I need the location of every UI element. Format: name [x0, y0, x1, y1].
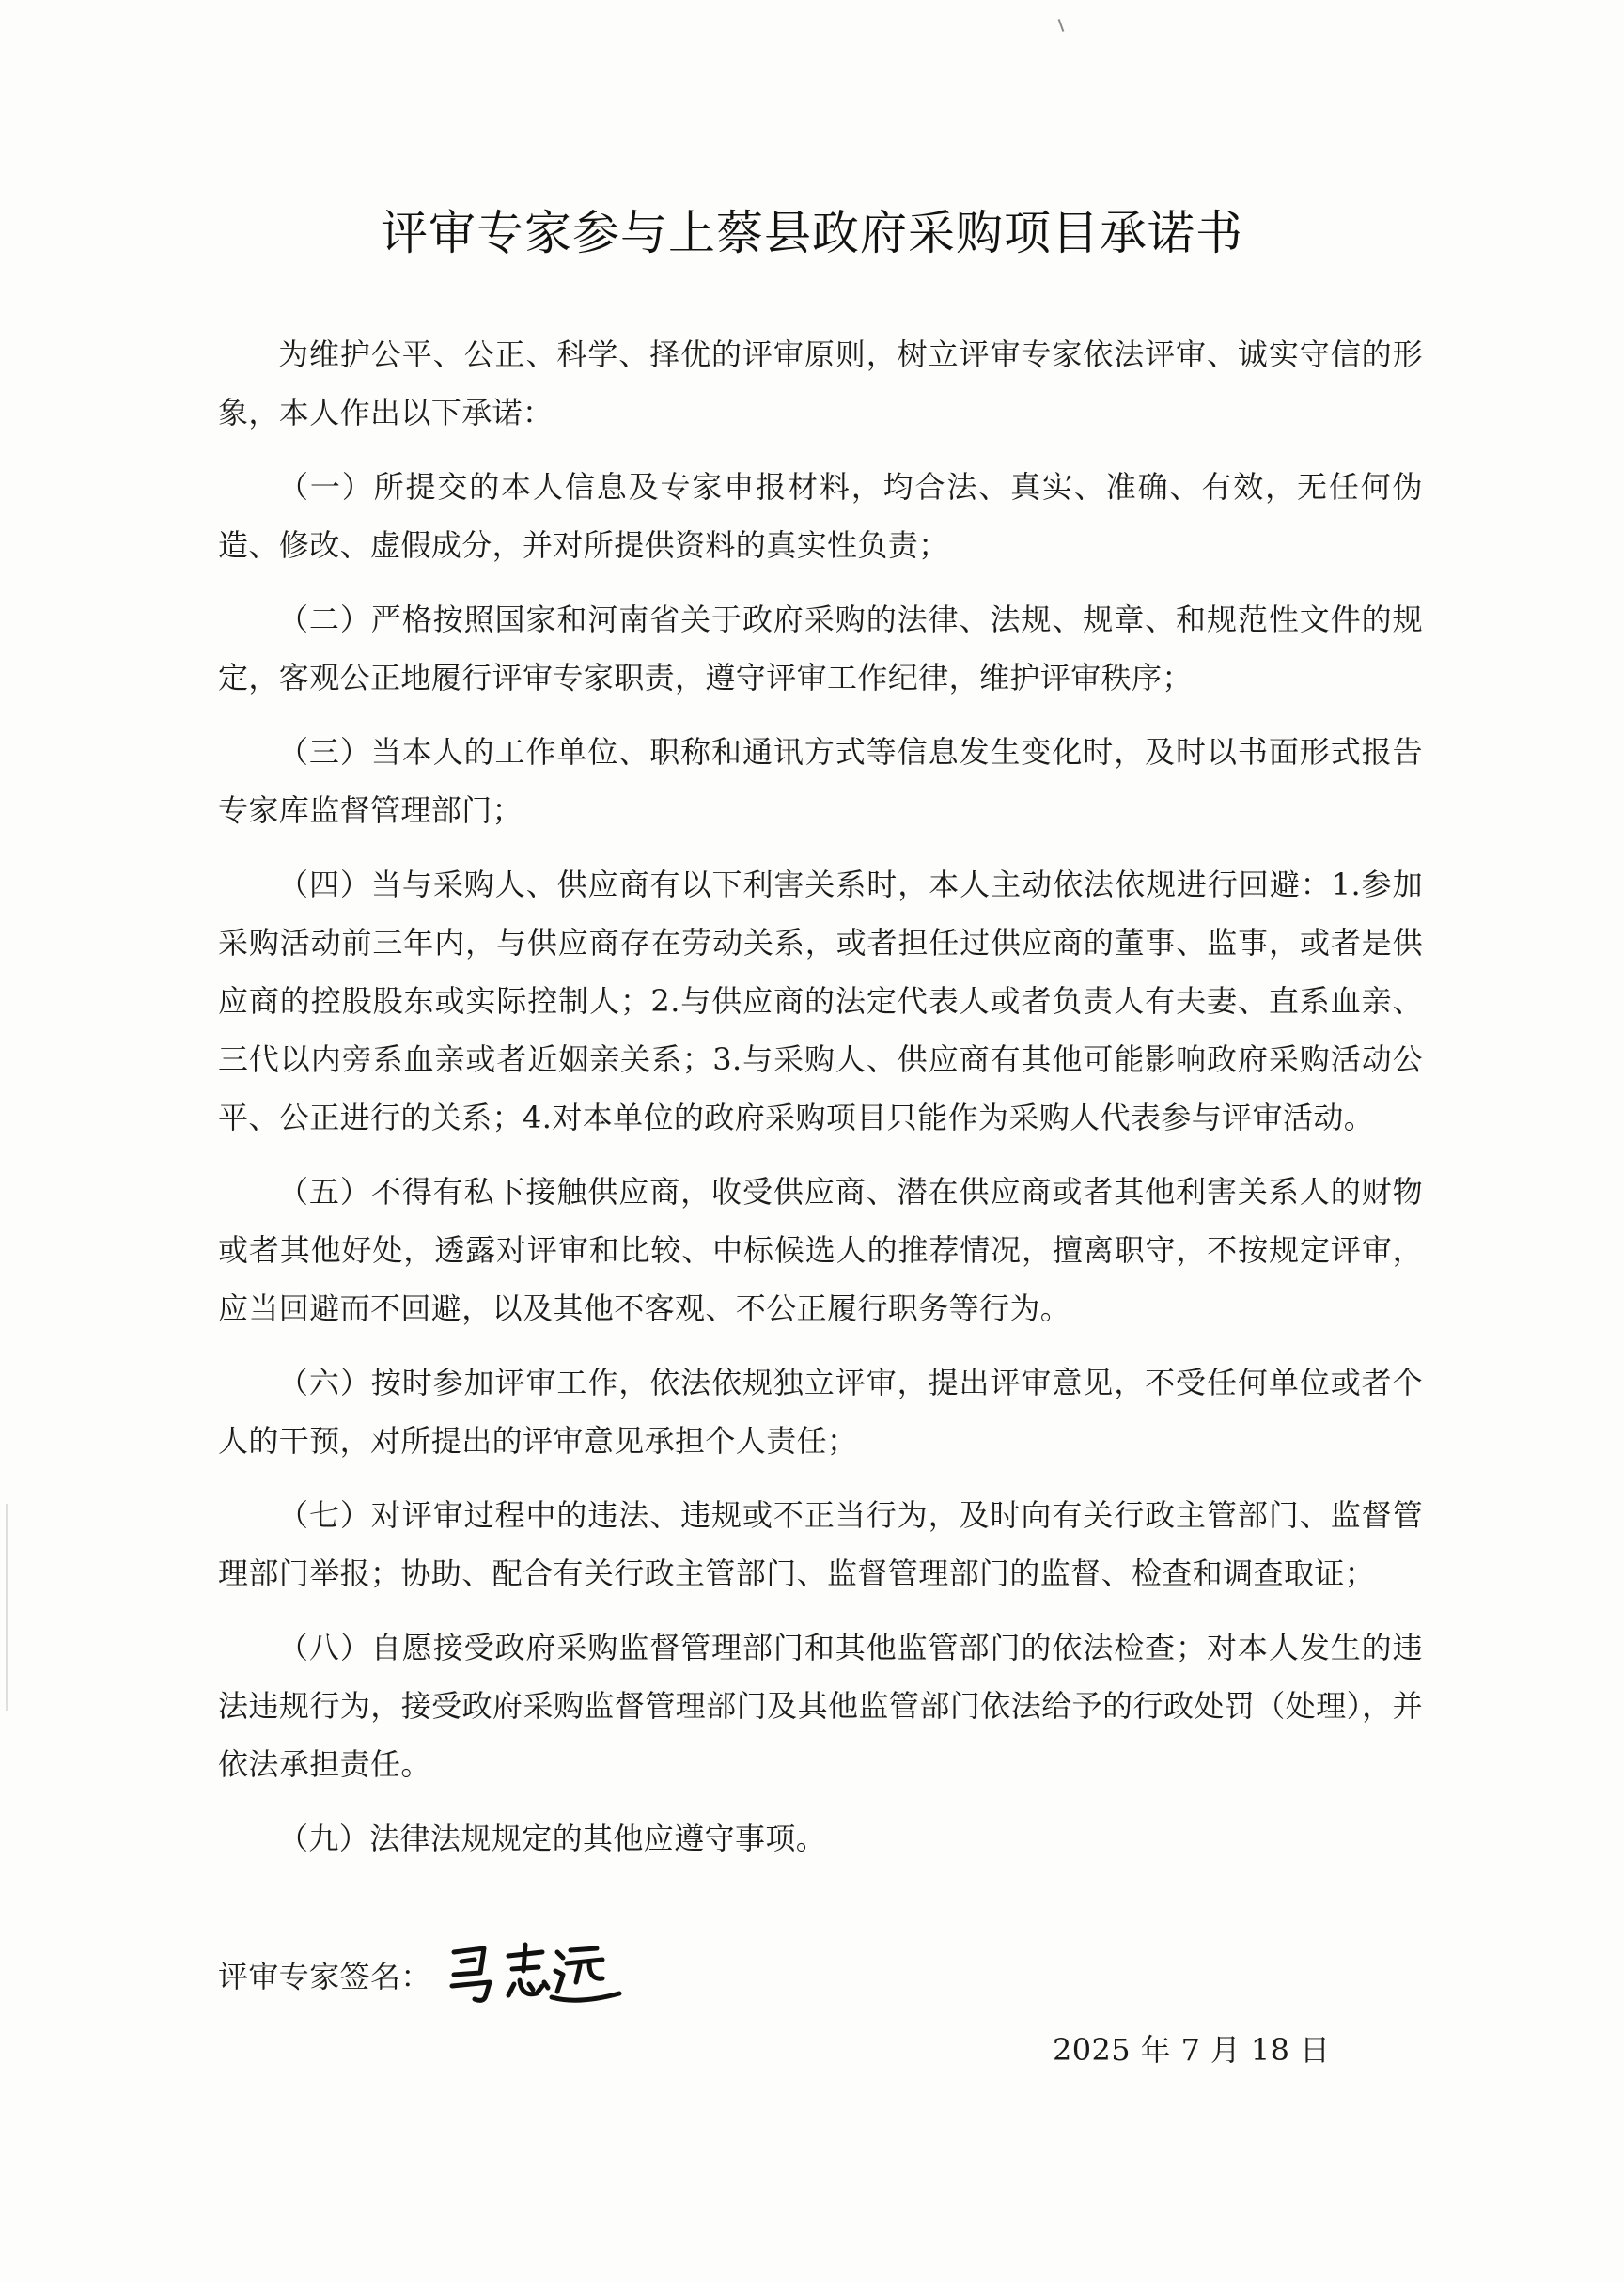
commitment-item-5: （五）不得有私下接触供应商，收受供应商、潜在供应商或者其他利害关系人的财物或者其他好处，透露对评审和比较、中标候选人的推荐情况，擅离职守，不按规定评审，应当回避而不回避，以及其他不客观、不公正履行职务等行为。: [218, 1174, 1423, 1326]
commitment-item-1: （一）所提交的本人信息及专家申报材料，均合法、真实、准确、有效，无任何伪造、修改、虚假成分，并对所提供资料的真实性负责；: [218, 469, 1423, 563]
document-title: 评审专家参与上蔡县政府采购项目承诺书: [381, 206, 1243, 260]
commitment-item-6: （六）按时参加评审工作，依法依规独立评审，提出评审意见，不受任何单位或者个人的干预，对所提出的评审意见承担个人责任；: [218, 1365, 1423, 1459]
signature-row: [218, 1944, 625, 2009]
handwritten-signature: [446, 1939, 625, 2008]
scan-edge: [6, 1504, 8, 1711]
document-body: [218, 325, 1423, 1883]
commitment-item-9: （九）法律法规规定的其他应遵守事项。: [278, 1821, 827, 1856]
intro-paragraph: 为维护公平、公正、科学、择优的评审原则，树立评审专家依法评审、诚实守信的形象，本人作出以下承诺：: [218, 336, 1423, 430]
commitment-item-2: （二）严格按照国家和河南省关于政府采购的法律、法规、规章、和规范性文件的规定，客观公正地履行评审专家职责，遵守评审工作纪律，维护评审秩序；: [218, 602, 1423, 696]
scan-mark: [1058, 19, 1065, 32]
commitment-item-3: （三）当本人的工作单位、职称和通讯方式等信息发生变化时，及时以书面形式报告专家库监督管理部门；: [218, 734, 1423, 828]
signature-label: 评审专家签名：: [218, 1959, 431, 1994]
commitment-item-7: （七）对评审过程中的违法、违规或不正当行为，及时向有关行政主管部门、监督管理部门举报；协助、配合有关行政主管部门、监督管理部门的监督、检查和调查取证；: [218, 1497, 1423, 1591]
commitment-item-8: （八）自愿接受政府采购监督管理部门和其他监管部门的依法检查；对本人发生的违法违规行为，接受政府采购监督管理部门及其他监管部门依法给予的行政处罚（处理），并依法承担责任。: [218, 1630, 1423, 1782]
commitment-item-4: （四）当与采购人、供应商有以下利害关系时，本人主动依法依规进行回避：1.参加采购活动前三年内，与供应商存在劳动关系，或者担任过供应商的董事、监事，或者是供应商的控股股东或实际控制人；2.与供应商的法定代表人或者负责人有夫妻、直系血亲、三代以内旁系血亲或者近姻亲关系；3.与采购人、供应商有其他可能影响政府采购活动公平、公正进行的关系；4.对本单位的政府采购项目只能作为采购人代表参与评审活动。: [218, 867, 1423, 1135]
signing-date: 2025 年 7 月 18 日: [1053, 2032, 1331, 2068]
